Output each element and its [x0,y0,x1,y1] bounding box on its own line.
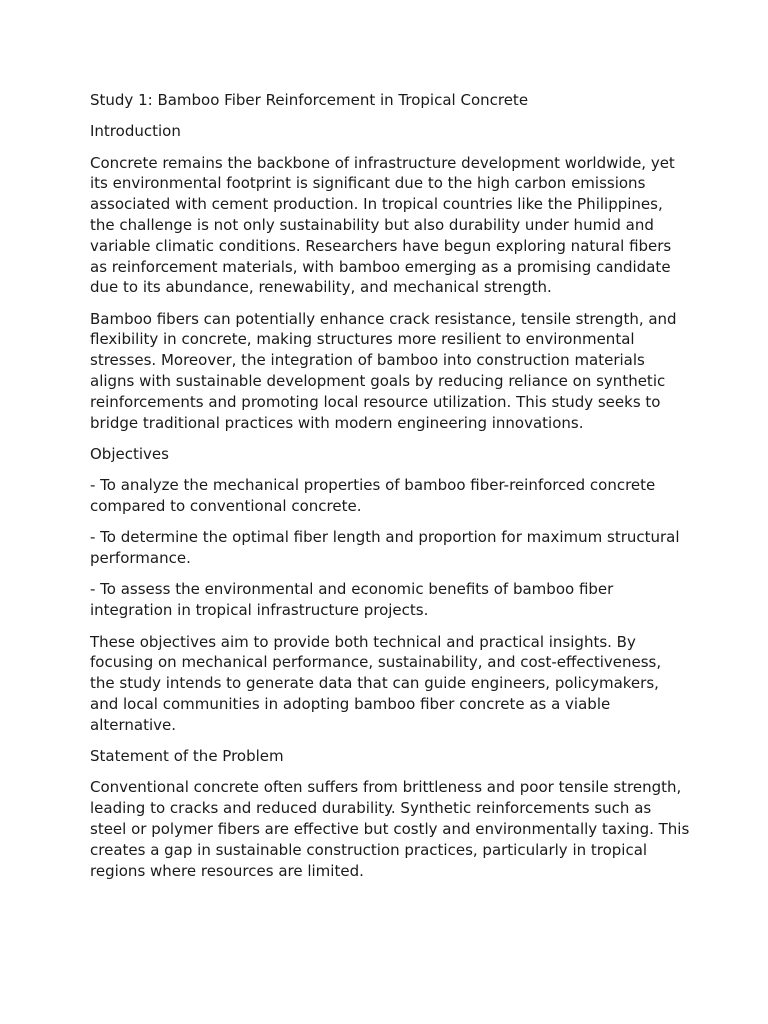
problem-paragraph: Conventional concrete often suffers from brittleness and poor tensile strength, leading to cracks and reduced durability. Synthetic reinforcements such as steel or polymer fibers are effective but costly and environmentally taxing. This creates a gap in sustainable construction practices, particularly in tropical regions where resources are limited. [90,778,690,880]
objective-item-3: - To assess the environmental and economic benefits of bamboo fiber integration in tropical infrastructure projects. [90,580,614,620]
introduction-heading: Introduction [90,122,181,141]
problem-heading: Statement of the Problem [90,747,284,766]
introduction-paragraph-1: Concrete remains the backbone of infrastructure development worldwide, yet its environmental footprint is significant due to the high carbon emissions associated with cement production. In tropical countries like the Philippines, the challenge is not only sustainability but also durability under humid and variable climatic conditions. Researchers have begun exploring natural fibers as reinforcement materials, with bamboo emerging as a promising candidate due to its abundance, renewability, and mechanical strength. [90,153,675,297]
objective-item-2: - To determine the optimal fiber length and proportion for maximum structural performance. [90,528,680,568]
objective-item-1: - To analyze the mechanical properties of bamboo fiber-reinforced concrete compared to conventional concrete. [90,476,656,516]
document-page [90,90,690,892]
document-title: Study 1: Bamboo Fiber Reinforcement in Tropical Concrete [90,91,529,109]
introduction-paragraph-2: Bamboo fibers can potentially enhance crack resistance, tensile strength, and flexibility in concrete, making structures more resilient to environmental stresses. Moreover, the integration of bamboo into construction materials aligns with sustainable development goals by reducing reliance on synthetic reinforcements and promoting local resource utilization. This study seeks to bridge traditional practices with modern engineering innovations. [90,309,677,432]
objectives-heading: Objectives [90,444,169,463]
objectives-summary: These objectives aim to provide both technical and practical insights. By focusing on mechanical performance, sustainability, and cost-effectiveness, the study intends to generate data that can guide engineers, policymakers, and local communities in adopting bamboo fiber concrete as a viable alternative. [90,632,662,734]
